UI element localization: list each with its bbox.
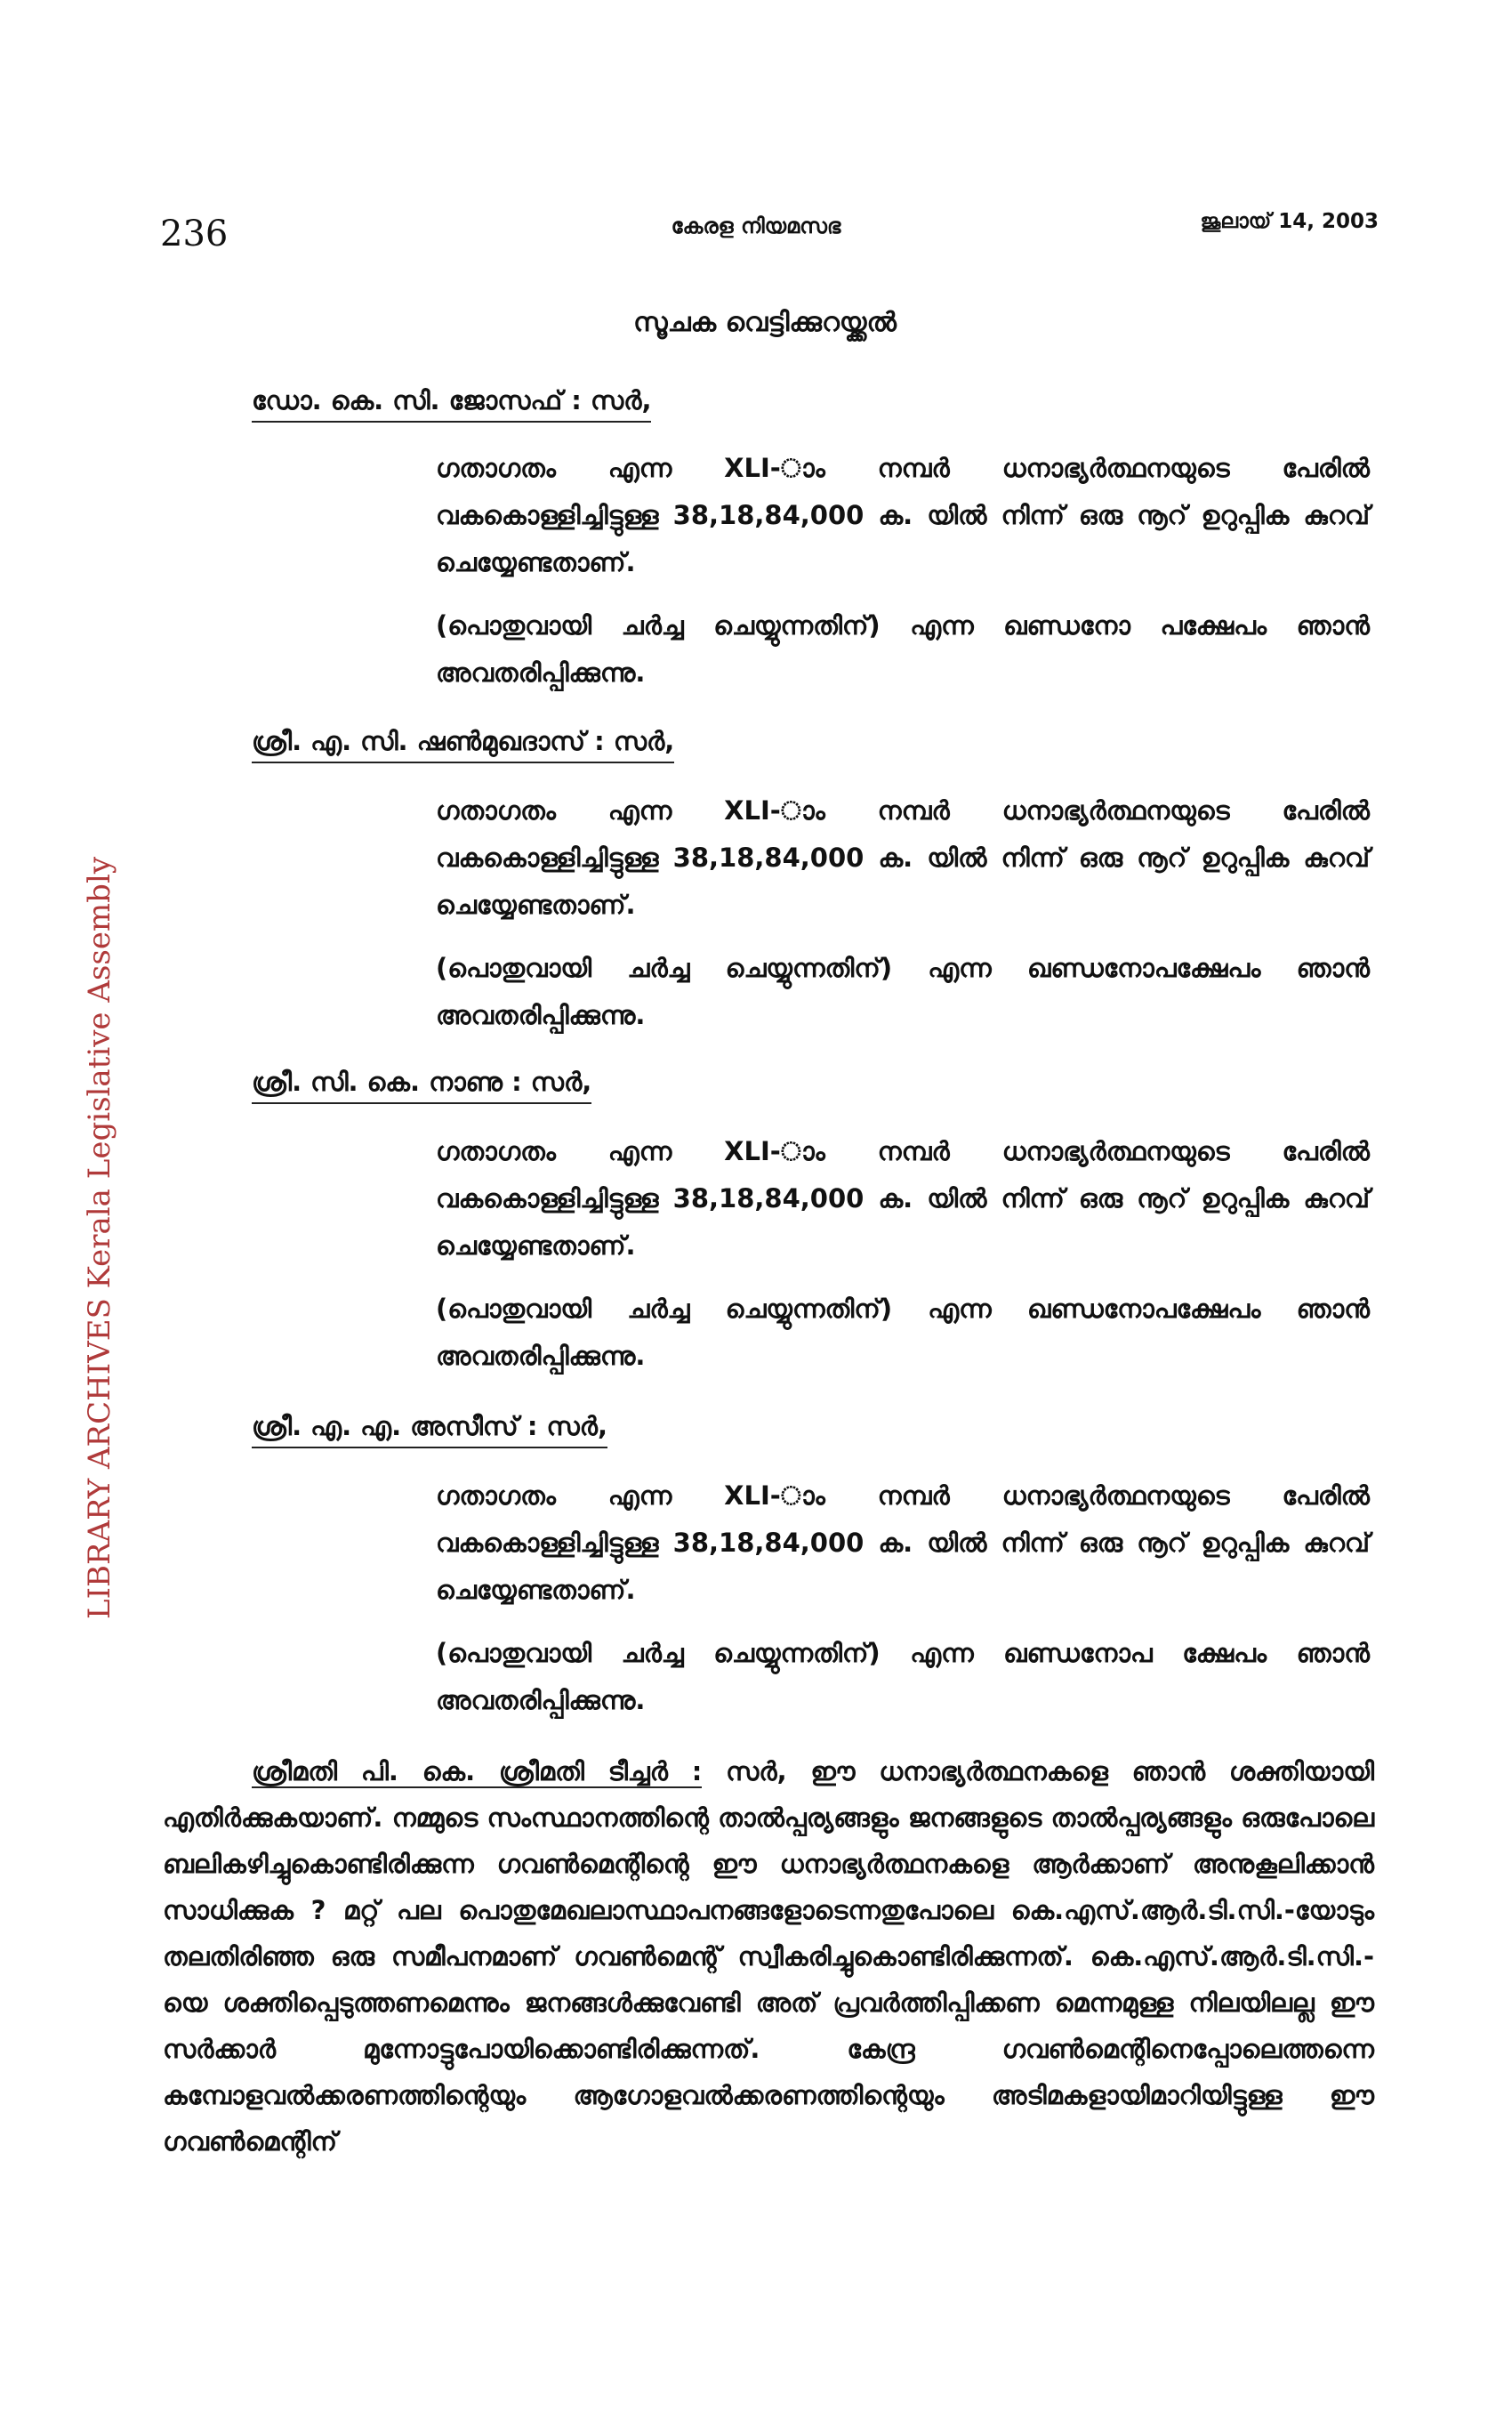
speaker-name: ശ്രീ. സി. കെ. നാണു : സർ, (252, 1066, 591, 1104)
motion-statement: (പൊതുവായി ചർച്ച ചെയ്യുന്നതിന്) എന്ന ഖണ്ഡനോപ ക്ഷേപം ഞാൻ അവതരിപ്പിക്കുന്നു. (436, 1638, 1370, 1715)
speaker-entry-3 (252, 1066, 591, 1104)
speaker-name: ശ്രീ. എ. സി. ഷൺമുഖദാസ് : സർ, (252, 725, 674, 763)
speaker-entry-1 (252, 384, 651, 423)
speaker-entry-2 (252, 725, 674, 763)
archive-watermark: LIBRARY ARCHIVES Kerala Legislative Assembly (82, 856, 117, 1619)
motion-block-3 (436, 1128, 1370, 1380)
motion-statement: (പൊതുവായി ചർച്ച ചെയ്യുന്നതിന്) എന്ന ഖണ്ഡനോപക്ഷേപം ഞാൻ അവതരിപ്പിക്കുന്നു. (436, 1294, 1370, 1371)
running-header-date: ജൂലായ് 14, 2003 (1200, 210, 1379, 233)
page-number: 236 (160, 214, 229, 254)
speaker-name: ഡോ. കെ. സി. ജോസഫ് : സർ, (252, 384, 651, 423)
speech-speaker-name: ശ്രീമതി പി. കെ. ശ്രീമതി ടീച്ചർ : (252, 1756, 703, 1786)
speaker-entry-4 (252, 1410, 607, 1448)
motion-block-2 (436, 787, 1370, 1039)
motion-text: ഗതാഗതം എന്ന XLI-ാം നമ്പർ ധനാഭ്യർത്ഥനയുടെ പേരിൽ വകകൊള്ളിച്ചിട്ടുള്ള 38,18,84,000 ക. യിൽ നിന്ന് ഒരു നൂറ് ഉറുപ്പിക കുറവ് ചെയ്യേണ്ടതാണ്. (436, 453, 1370, 577)
speaker-name: ശ്രീ. എ. എ. അസീസ് : സർ, (252, 1410, 607, 1448)
motion-block-1 (436, 445, 1370, 697)
section-title: സൂചക വെട്ടിക്കുറയ്ക്കൽ (633, 307, 897, 338)
speech-paragraph (163, 1748, 1374, 2165)
motion-text: ഗതാഗതം എന്ന XLI-ാം നമ്പർ ധനാഭ്യർത്ഥനയുടെ പേരിൽ വകകൊള്ളിച്ചിട്ടുള്ള 38,18,84,000 ക. യിൽ നിന്ന് ഒരു നൂറ് ഉറുപ്പിക കുറവ് ചെയ്യേണ്ടതാണ്. (436, 1136, 1370, 1261)
motion-block-4 (436, 1472, 1370, 1724)
motion-text: ഗതാഗതം എന്ന XLI-ാം നമ്പർ ധനാഭ്യർത്ഥനയുടെ പേരിൽ വകകൊള്ളിച്ചിട്ടുള്ള 38,18,84,000 ക. യിൽ നിന്ന് ഒരു നൂറ് ഉറുപ്പിക കുറവ് ചെയ്യേണ്ടതാണ്. (436, 1480, 1370, 1605)
running-header-title: കേരള നിയമസഭ (671, 214, 841, 238)
motion-text: ഗതാഗതം എന്ന XLI-ാം നമ്പർ ധനാഭ്യർത്ഥനയുടെ പേരിൽ വകകൊള്ളിച്ചിട്ടുള്ള 38,18,84,000 ക. യിൽ നിന്ന് ഒരു നൂറ് ഉറുപ്പിക കുറവ് ചെയ്യേണ്ടതാണ്. (436, 795, 1370, 920)
motion-statement: (പൊതുവായി ചർച്ച ചെയ്യുന്നതിന്) എന്ന ഖണ്ഡനോപക്ഷേപം ഞാൻ അവതരിപ്പിക്കുന്നു. (436, 953, 1370, 1030)
motion-statement: (പൊതുവായി ചർച്ച ചെയ്യുന്നതിന്) എന്ന ഖണ്ഡനോ പക്ഷേപം ഞാൻ അവതരിപ്പിക്കുന്നു. (436, 610, 1370, 688)
speech-text: സർ, ഈ ധനാഭ്യർത്ഥനകളെ ഞാൻ ശക്തിയായി എതിർക്കുകയാണ്. നമ്മുടെ സംസ്ഥാനത്തിന്റെ താൽപ്പര്യങ്ങളും ജനങ്ങളുടെ താൽപ്പര്യങ്ങളും ഒരുപോലെ ബലികഴിച്ചുകൊണ്ടിരിക്കുന്ന ഗവൺമെന്റിന്റെ ഈ ധനാഭ്യർത്ഥനകളെ ആർക്കാണ് അനുകൂലിക്കാൻ സാധിക്കുക ? മറ്റ് പല പൊതുമേഖലാസ്ഥാപനങ്ങളോടെന്നതുപോലെ കെ.എസ്.ആർ.ടി.സി.-യോടും തലതിരിഞ്ഞ ഒരു സമീപനമാണ് ഗവൺമെന്റ് സ്വീകരിച്ചുകൊണ്ടിരിക്കുന്നത്. കെ.എസ്.ആർ.ടി.സി.-യെ ശക്തിപ്പെടുത്തണമെന്നും ജനങ്ങൾക്കുവേണ്ടി അത് പ്രവർത്തിപ്പിക്കണ മെന്നമുള്ള നിലയിലല്ല ഈ സർക്കാർ മുന്നോട്ടുപോയിക്കൊണ്ടിരിക്കുന്നത്. കേന്ദ്ര ഗവൺമെന്റിനെപ്പോലെത്തന്നെ കമ്പോളവൽക്കരണത്തിന്റെയും ആഗോളവൽക്കരണത്തിന്റെയും അടിമകളായിമാറിയിട്ടുള്ള ഈ ഗവൺമെന്റിന് (163, 1756, 1374, 2157)
